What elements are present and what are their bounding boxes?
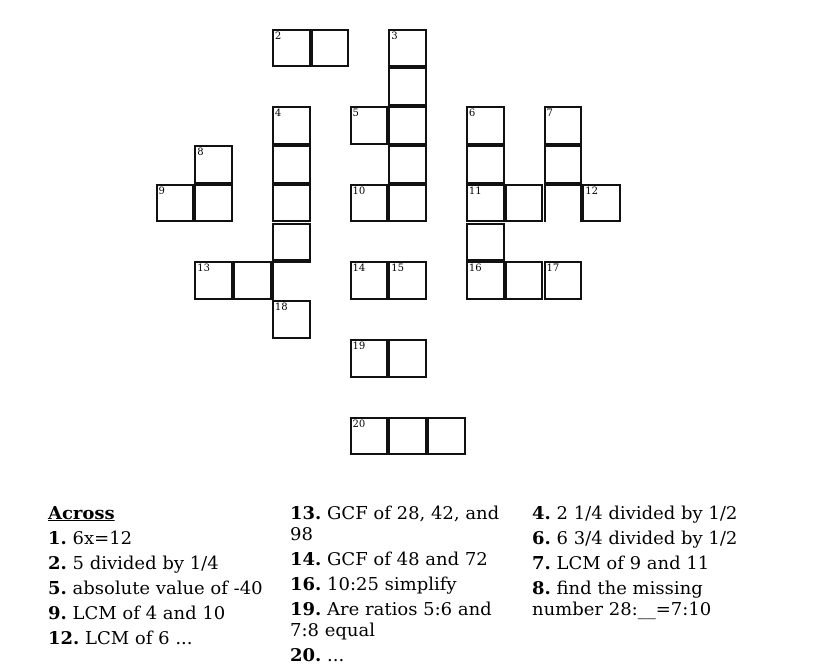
clue-number: 15 (391, 263, 405, 275)
clue-number: 9 (158, 185, 165, 197)
crossword-cell-18[interactable] (272, 300, 311, 339)
crossword-cell-16[interactable] (466, 261, 505, 300)
crossword-cell-10[interactable] (350, 184, 389, 223)
clue-item (48, 578, 270, 599)
clue-item (48, 628, 270, 649)
across-header: Across (48, 503, 115, 524)
crossword-cell[interactable] (505, 184, 544, 223)
clue-number: 16 (468, 263, 482, 275)
crossword-cell[interactable] (388, 145, 427, 184)
crossword-cell[interactable] (544, 145, 583, 184)
clue-text: absolute value of -40 (66, 578, 263, 599)
clue-text: LCM of 6 ... (79, 628, 193, 649)
crossword-cell-20[interactable] (350, 417, 389, 456)
crossword-cell-11[interactable] (466, 184, 505, 223)
clue-number: 4 (274, 108, 282, 120)
clue-number: 7 (546, 108, 553, 120)
clue-text: 6x=12 (66, 528, 133, 549)
clue-item (532, 578, 754, 620)
clue-item (290, 574, 512, 595)
clue-item (290, 549, 512, 570)
clues-column-3 (532, 503, 754, 624)
clue-text: ... (321, 645, 345, 666)
crossword-cell[interactable] (388, 339, 427, 378)
crossword-cell-19[interactable] (350, 339, 389, 378)
clue-number-label: 2. (48, 553, 67, 574)
clue-number: 13 (197, 263, 211, 275)
clue-number-label: 5. (48, 578, 67, 599)
crossword-cell[interactable] (427, 417, 466, 456)
clue-number-label: 6. (532, 528, 551, 549)
clue-number: 17 (546, 263, 560, 275)
crossword-cell[interactable] (272, 145, 311, 184)
crossword-cell-5[interactable] (350, 106, 389, 145)
clue-number-label: 13. (290, 503, 322, 524)
crossword-cell[interactable] (272, 261, 311, 300)
clue-number-label: 19. (290, 599, 322, 620)
clue-item (290, 645, 512, 666)
crossword-cell-6[interactable] (466, 106, 505, 145)
clue-text: 2 1/4 divided by 1/2 (550, 503, 738, 524)
clue-number: 11 (468, 185, 482, 197)
clue-number-label: 20. (290, 645, 322, 666)
clue-item (290, 503, 512, 545)
crossword-cell-4[interactable] (272, 106, 311, 145)
clue-number: 3 (391, 30, 398, 42)
clue-text: find the missing number 28:__=7:10 (532, 578, 712, 620)
clues-column-2 (290, 503, 512, 670)
crossword-cell[interactable] (388, 106, 427, 145)
crossword-cell[interactable] (233, 261, 272, 300)
clue-text: 6 3/4 divided by 1/2 (550, 528, 738, 549)
clue-number-label: 4. (532, 503, 551, 524)
clue-text: Are ratios 5:6 and 7:8 equal (290, 599, 492, 641)
clue-text: 5 divided by 1/4 (66, 553, 219, 574)
crossword-cell[interactable] (505, 261, 544, 300)
clue-item (48, 603, 270, 624)
clue-item (532, 553, 754, 574)
crossword-cell-8[interactable] (194, 145, 233, 184)
clue-number-label: 9. (48, 603, 67, 624)
clue-item (290, 599, 512, 641)
clue-number-label: 14. (290, 549, 322, 570)
crossword-cell[interactable] (466, 145, 505, 184)
crossword-cell-13[interactable] (194, 261, 233, 300)
clue-number-label: 1. (48, 528, 67, 549)
crossword-cell-17[interactable] (544, 261, 583, 300)
crossword-cell-9[interactable] (156, 184, 195, 223)
crossword-cell-14[interactable] (350, 261, 389, 300)
clue-number: 8 (197, 146, 204, 158)
clue-number-label: 16. (290, 574, 322, 595)
clue-number: 12 (585, 185, 599, 197)
crossword-cell-7[interactable] (544, 106, 583, 145)
clue-text: GCF of 28, 42, and 98 (290, 503, 500, 545)
clue-number: 2 (274, 30, 282, 42)
clue-text: 10:25 simplify (321, 574, 457, 595)
crossword-cell[interactable] (466, 223, 505, 262)
clue-text: GCF of 48 and 72 (321, 549, 488, 570)
clue-number: 20 (352, 418, 366, 430)
clue-number: 18 (274, 302, 288, 314)
clue-number: 14 (352, 263, 366, 275)
crossword-cell[interactable] (272, 223, 311, 262)
crossword-cell-12[interactable] (582, 184, 621, 223)
clue-item (532, 503, 754, 524)
clues-column-1 (48, 503, 270, 653)
clue-number: 19 (352, 340, 366, 352)
crossword-cell[interactable] (272, 184, 311, 223)
crossword-cell-15[interactable] (388, 261, 427, 300)
clue-number: 6 (468, 108, 476, 120)
crossword-cell-3[interactable] (388, 29, 427, 68)
clue-number-label: 8. (532, 578, 551, 599)
clue-number: 5 (352, 108, 359, 120)
crossword-cell[interactable] (311, 29, 350, 68)
clue-item (48, 553, 270, 574)
clue-item (48, 528, 270, 549)
clue-number: 10 (352, 185, 366, 197)
clue-text: LCM of 4 and 10 (66, 603, 226, 624)
crossword-cell[interactable] (388, 67, 427, 106)
crossword-cell-2[interactable] (272, 29, 311, 68)
clue-number-label: 7. (532, 553, 551, 574)
crossword-cell[interactable] (544, 184, 583, 223)
crossword-cell[interactable] (388, 417, 427, 456)
crossword-cell[interactable] (388, 184, 427, 223)
crossword-cell[interactable] (194, 184, 233, 223)
clue-item (532, 528, 754, 549)
clue-text: LCM of 9 and 11 (550, 553, 710, 574)
clue-number-label: 12. (48, 628, 80, 649)
